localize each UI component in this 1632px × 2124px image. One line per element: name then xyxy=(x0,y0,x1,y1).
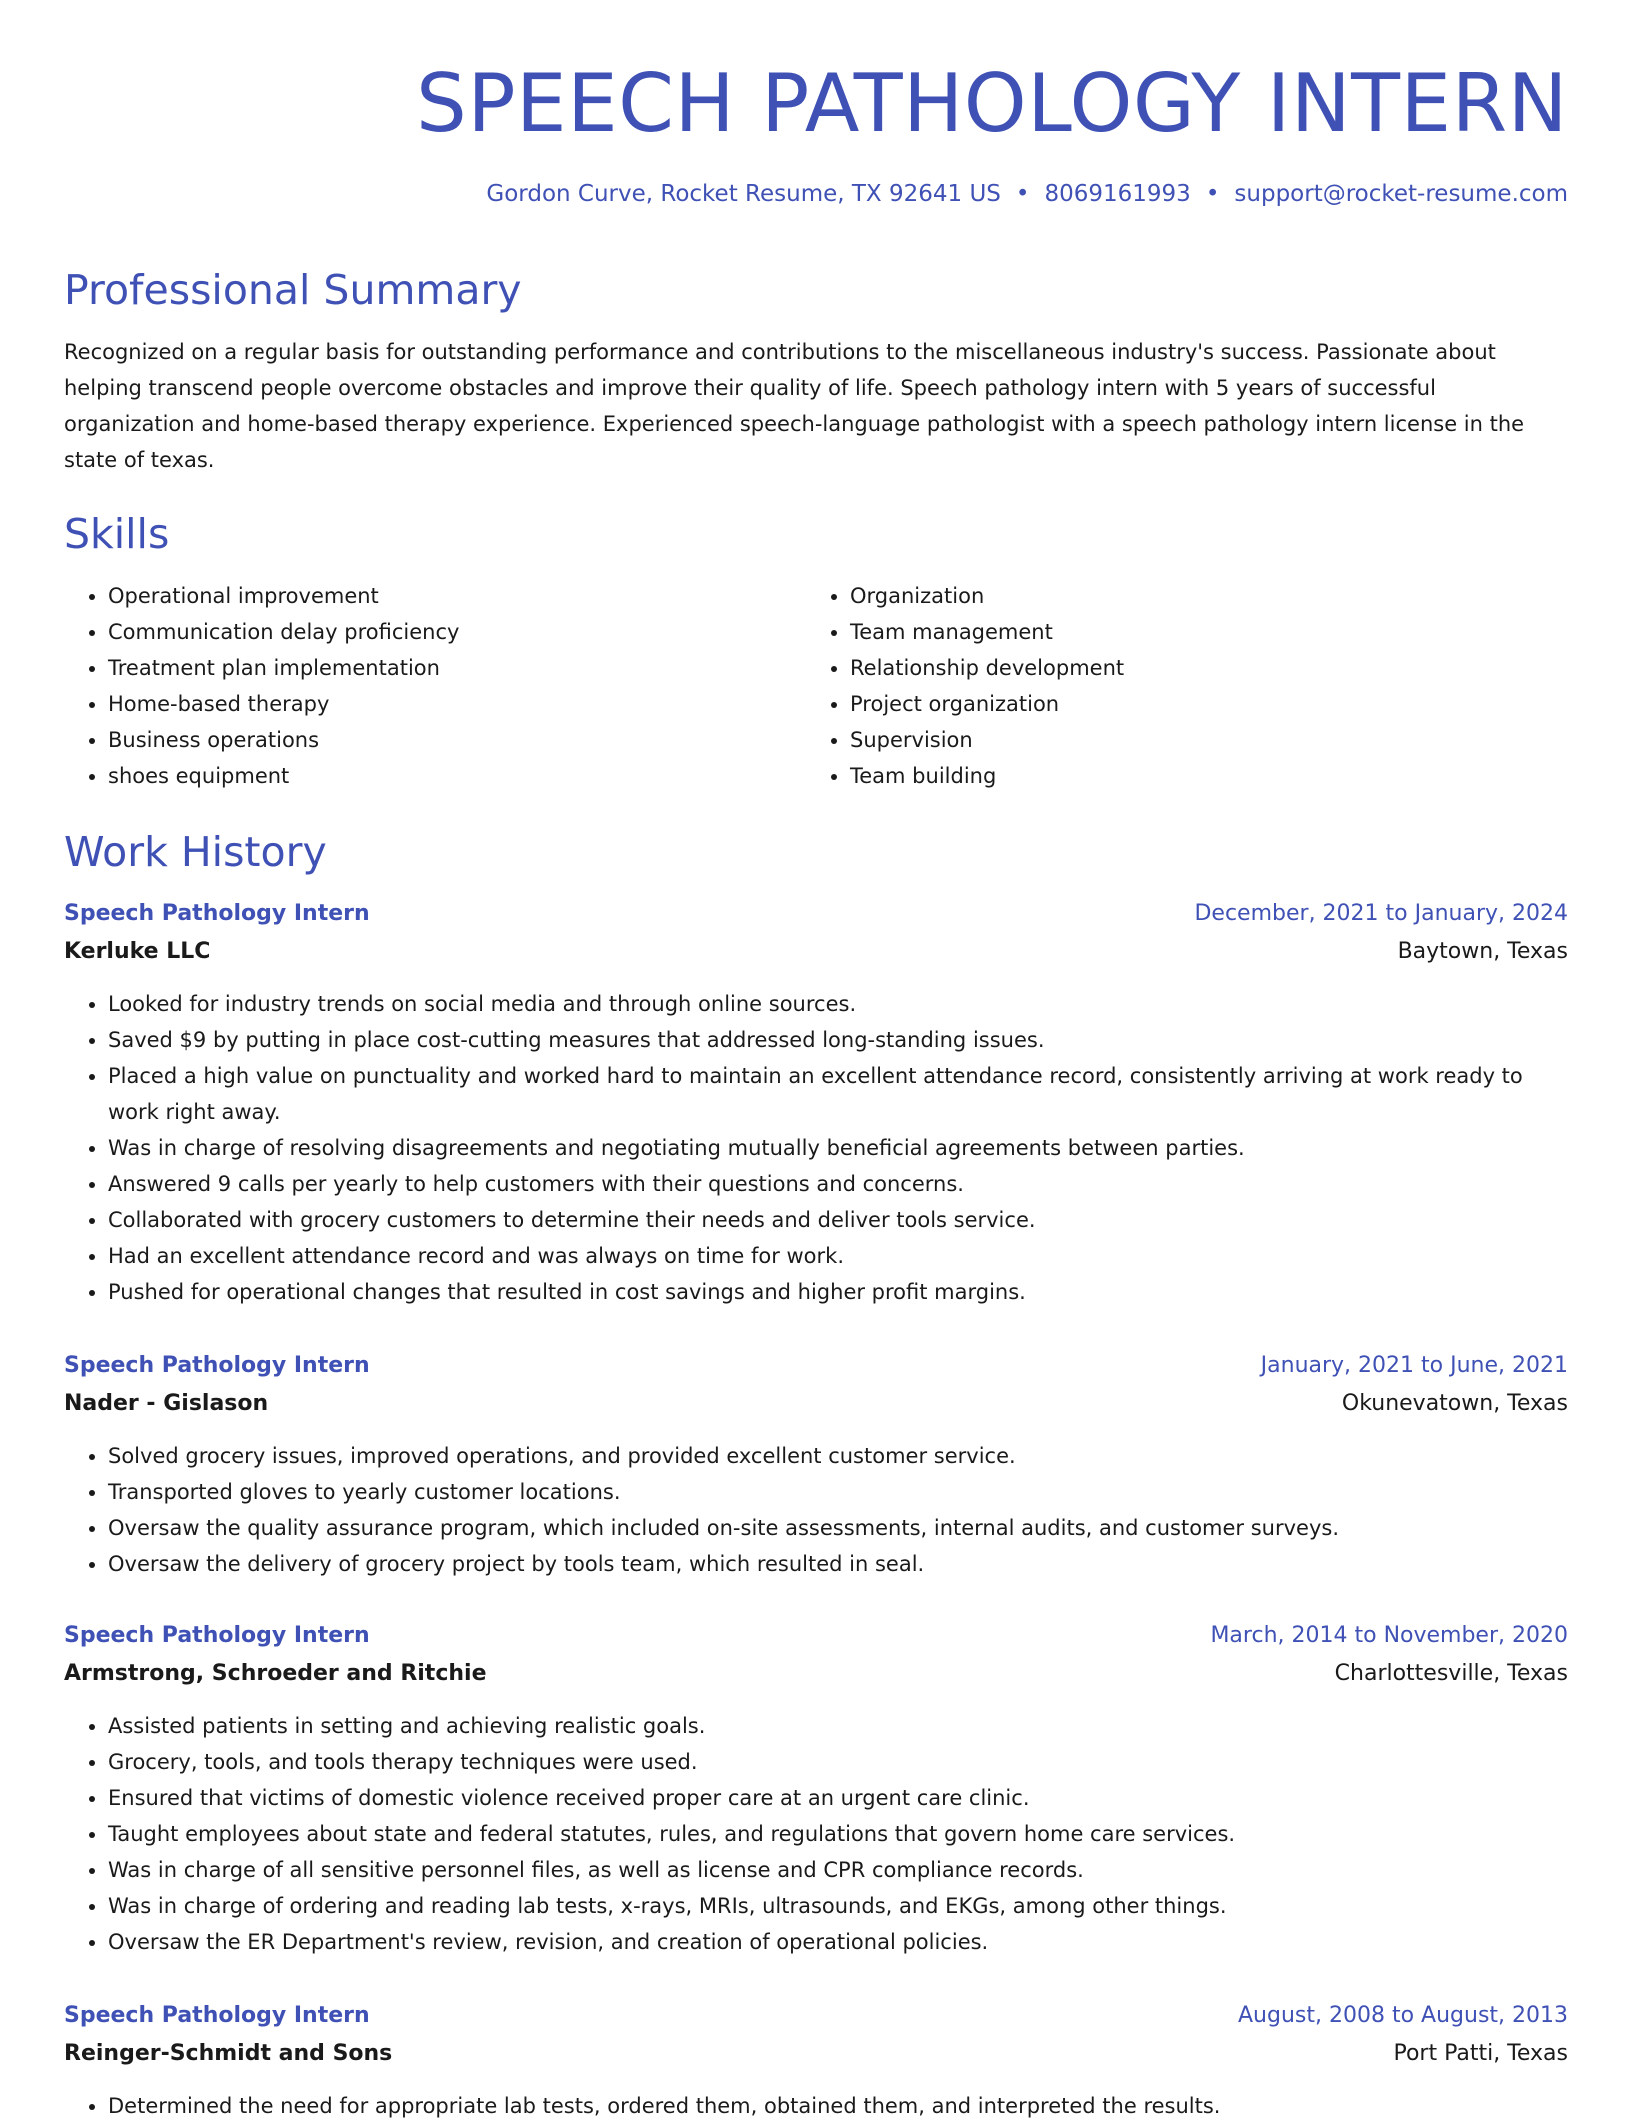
contact-separator: • xyxy=(1205,181,1220,207)
job-bullet: • Was in charge of resolving disagreements and negotiating mutually beneficial agreements between parties. xyxy=(108,1130,1568,1166)
job-dates: March, 2014 to November, 2020 xyxy=(1210,1623,1568,1648)
job-entry xyxy=(64,1620,1568,1960)
job-bullet: • Oversaw the quality assurance program, which included on-site assessments, internal audits, and customer surveys. xyxy=(108,1510,1568,1546)
job-entry xyxy=(64,2000,1568,2124)
job-bullets xyxy=(64,1708,1568,1960)
job-title: Speech Pathology Intern xyxy=(64,1353,370,1378)
job-bullet: • Transported gloves to yearly customer locations. xyxy=(108,1474,1568,1510)
job-dates: August, 2008 to August, 2013 xyxy=(1238,2003,1568,2028)
skill-item: • Organization xyxy=(850,578,1548,614)
contact-separator: • xyxy=(1015,181,1030,207)
job-bullets xyxy=(64,986,1568,1310)
job-bullets xyxy=(64,2088,1568,2124)
section-title-summary: Professional Summary xyxy=(64,266,522,314)
job-bullets xyxy=(64,1438,1568,1582)
phone: 8069161993 xyxy=(1044,181,1191,207)
job-company: Kerluke LLC xyxy=(64,939,211,964)
job-bullet: • Saved $9 by putting in place cost-cutting measures that addressed long-standing issues. xyxy=(108,1022,1568,1058)
address: Gordon Curve, Rocket Resume, TX 92641 US xyxy=(486,181,1001,207)
job-title: Speech Pathology Intern xyxy=(64,901,370,926)
skill-item: • Home-based therapy xyxy=(108,686,806,722)
job-location: Baytown, Texas xyxy=(1397,939,1568,964)
job-dates: January, 2021 to June, 2021 xyxy=(1260,1353,1568,1378)
skill-item: • Relationship development xyxy=(850,650,1548,686)
job-company: Armstrong, Schroeder and Ritchie xyxy=(64,1661,487,1686)
job-location: Okunevatown, Texas xyxy=(1341,1391,1568,1416)
job-bullet: • Was in charge of ordering and reading lab tests, x-rays, MRIs, ultrasounds, and EKGs, among other things. xyxy=(108,1888,1568,1924)
job-location: Port Patti, Texas xyxy=(1393,2041,1568,2066)
job-dates: December, 2021 to January, 2024 xyxy=(1194,901,1568,926)
skill-item: • Treatment plan implementation xyxy=(108,650,806,686)
job-bullet: • Pushed for operational changes that resulted in cost savings and higher profit margins. xyxy=(108,1274,1568,1310)
job-company: Reinger-Schmidt and Sons xyxy=(64,2041,393,2066)
job-bullet: • Ensured that victims of domestic violence received proper care at an urgent care clinic. xyxy=(108,1780,1568,1816)
skill-item: • Operational improvement xyxy=(108,578,806,614)
job-entry xyxy=(64,898,1568,1310)
job-bullet: • Looked for industry trends on social media and through online sources. xyxy=(108,986,1568,1022)
job-bullet: • Was in charge of all sensitive personnel files, as well as license and CPR compliance records. xyxy=(108,1852,1568,1888)
skill-item: • Team building xyxy=(850,758,1548,794)
job-bullet: • Oversaw the delivery of grocery project by tools team, which resulted in seal. xyxy=(108,1546,1568,1582)
job-title: Speech Pathology Intern xyxy=(64,2003,370,2028)
job-entry xyxy=(64,1350,1568,1582)
job-bullet: • Taught employees about state and federal statutes, rules, and regulations that govern home care services. xyxy=(108,1816,1568,1852)
resume-header xyxy=(64,0,1568,210)
skill-item: • Project organization xyxy=(850,686,1548,722)
job-bullet: • Determined the need for appropriate lab tests, ordered them, obtained them, and interpreted the results. xyxy=(108,2088,1568,2124)
job-bullet: • Collaborated with grocery customers to determine their needs and deliver tools service. xyxy=(108,1202,1568,1238)
skill-item: • Business operations xyxy=(108,722,806,758)
skills-list xyxy=(64,578,1568,794)
job-bullet: • Assisted patients in setting and achieving realistic goals. xyxy=(108,1708,1568,1744)
section-title-work-history: Work History xyxy=(64,828,327,876)
skill-item: • Supervision xyxy=(850,722,1548,758)
job-bullet: • Grocery, tools, and tools therapy techniques were used. xyxy=(108,1744,1568,1780)
job-title: Speech Pathology Intern xyxy=(64,1623,370,1648)
job-bullet: • Had an excellent attendance record and was always on time for work. xyxy=(108,1238,1568,1274)
email: support@rocket-resume.com xyxy=(1234,181,1568,207)
job-location: Charlottesville, Texas xyxy=(1334,1661,1568,1686)
job-company: Nader - Gislason xyxy=(64,1391,269,1416)
job-bullet: • Oversaw the ER Department's review, revision, and creation of operational policies. xyxy=(108,1924,1568,1960)
job-bullet: • Placed a high value on punctuality and worked hard to maintain an excellent attendance record, consistently arriving at work ready to work right away. xyxy=(108,1058,1568,1130)
summary-text: Recognized on a regular basis for outstanding performance and contributions to the miscellaneous industry's success. Passionate about helping transcend people overcome obstacles and improve their quality of life. Speech pathology intern with 5 years of successful organization and home-based therapy experience. Experienced speech-language pathologist with a speech pathology intern license in the state of texas. xyxy=(64,340,1525,472)
skills-column-right xyxy=(806,578,1548,794)
candidate-name: SPEECH PATHOLOGY INTERN xyxy=(416,57,1568,150)
skill-item: • shoes equipment xyxy=(108,758,806,794)
section-title-skills: Skills xyxy=(64,510,170,558)
contact-line xyxy=(64,178,1568,210)
job-bullet: • Answered 9 calls per yearly to help customers with their questions and concerns. xyxy=(108,1166,1568,1202)
resume-page xyxy=(64,0,1568,2118)
skills-column-left xyxy=(64,578,806,794)
skill-item: • Team management xyxy=(850,614,1548,650)
job-bullet: • Solved grocery issues, improved operations, and provided excellent customer service. xyxy=(108,1438,1568,1474)
skill-item: • Communication delay proficiency xyxy=(108,614,806,650)
